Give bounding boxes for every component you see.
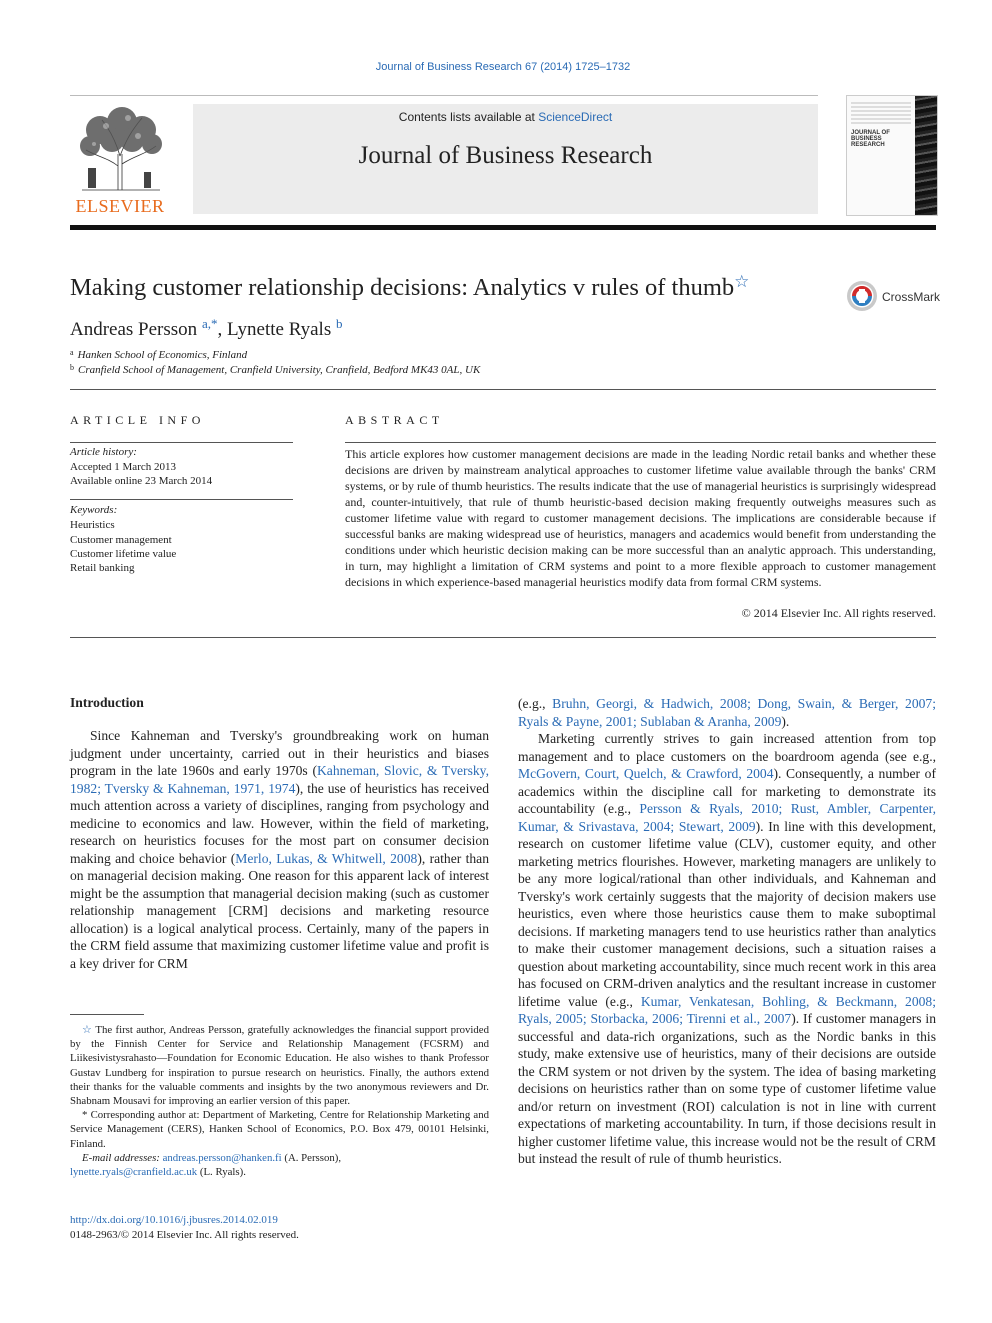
- body-left-column: [70, 695, 489, 972]
- history-accepted: Accepted 1 March 2013: [70, 461, 176, 473]
- crossmark-icon: [846, 280, 878, 312]
- abstract-text: This article explores how customer management decisions are made in the leading Nordic retail banks and whether these decisions are driven by mainstream analytical approaches to customer lifetime value available through the banks' CRM systems, or by rule of thumb heuristics. The results indicate that the use of managerial heuristics is surprisingly widespread and, counter-intuitively, that rule of thumb heuristic-based decision making frequently outweighs measures such as customer lifetime value with regard to customer management decisions. The implications are considerable because if successful banks are making widespread use of heuristics, managers and academics would benefit from understanding the conditions under which heuristic decision making can be more successful than an analytic approach. This understanding, in turn, may highlight a limitation of CRM systems and point to a more flexible approach to customer management decisions in which experience-based managerial heuristics modify data from formal CRM systems.: [345, 447, 936, 589]
- abstract-heading: ABSTRACT: [345, 413, 444, 427]
- divider: [70, 637, 936, 638]
- author-name: Lynette Ryals: [226, 319, 332, 340]
- issn-copyright: 0148-2963/© 2014 Elsevier Inc. All rights reserved.: [70, 1229, 299, 1241]
- body-paragraph: [518, 730, 936, 1168]
- paragraph-text: ), rather than on managerial decision making. One reason for this apparent lack of interest might be the assumption that managerial decision making (such as customer relationship management [CRM] decisions and marketing resource allocation) is a logical analytical process. Certainly, many of the papers in the CRM field assume that maximizing customer lifetime value and profit is a key driver for CRM: [70, 850, 489, 971]
- history-online: Available online 23 March 2014: [70, 475, 213, 487]
- author-affiliation-mark[interactable]: a,: [201, 316, 211, 331]
- footnote-corresponding: * Corresponding author at: Department of Marketing, Centre for Relationship Marketing and Service Management (CERS), Hanken School of Economics, P.O. Box 479, 00101 Helsinki, Finland.: [70, 1109, 489, 1150]
- divider: [345, 442, 936, 443]
- author-affiliation-mark[interactable]: b: [335, 316, 343, 331]
- header-thick-rule: [70, 225, 936, 230]
- footnote-acknowledgement: [70, 1023, 489, 1108]
- journal-cover-image[interactable]: [846, 95, 938, 216]
- divider: [70, 499, 293, 500]
- footnotes: [70, 1023, 489, 1179]
- title-footnote-star[interactable]: ☆: [734, 272, 750, 291]
- affiliation-text: Hanken School of Economics, Finland: [77, 349, 248, 361]
- affiliation-mark: b: [70, 363, 74, 372]
- affiliation-text: Cranfield School of Management, Cranfield University, Cranfield, Bedford MK43 0AL, UK: [78, 364, 481, 376]
- elsevier-logo: [70, 104, 170, 214]
- body-paragraph: [518, 695, 936, 730]
- contents-line: [193, 110, 818, 124]
- citation-link[interactable]: Bruhn, Georgi, & Hadwich, 2008; Dong, Swain, & Berger, 2007; Ryals & Payne, 2001; Sublaban & Aranha, 2009: [518, 696, 936, 729]
- paragraph-text: Since Kahneman and Tversky's groundbreaking work on human judgment under uncertainty, carried out in their heuristics and biases program in the late 1960s and early 1970s (: [70, 728, 489, 778]
- email-link[interactable]: lynette.ryals@cranfield.ac.uk: [70, 1166, 198, 1179]
- paragraph-text: (e.g.,: [518, 696, 553, 711]
- citation-link[interactable]: Merlo, Lukas, & Whitwell, 2008: [235, 850, 418, 866]
- journal-title: Journal of Business Research: [358, 142, 653, 169]
- article-info-heading: ARTICLE INFO: [70, 413, 205, 427]
- email-owner: (A. Persson),: [281, 1151, 342, 1164]
- affiliation: [70, 363, 480, 376]
- section-heading-introduction: Introduction: [70, 695, 144, 710]
- contents-prefix: Contents lists available at: [398, 110, 539, 124]
- article-history-label: Article history:: [70, 446, 137, 458]
- header-divider: [70, 95, 818, 96]
- abstract-copyright: © 2014 Elsevier Inc. All rights reserved.: [741, 606, 936, 620]
- paragraph-text: ). If customer managers in successful and data-rich organizations, such as the Nordic banks in this study, make extensive use of heuristics, many of their decisions are outside the CRM system or not driven by the system. The idea of basing marketing decisions on heuristics rather than on some type of customer lifetime value and/or return on investment (ROI) calculation is not in line with current expectations of marketing accountability. In turn, if those decisions result in higher customer lifetime value, this increase would not be the result of CRM but instead the result of rule of thumb heuristics.: [518, 1011, 937, 1166]
- paragraph-text: ).: [781, 713, 790, 729]
- keyword: Customer lifetime value: [70, 548, 177, 560]
- author-list: [70, 316, 342, 341]
- footnote-rule: [70, 1014, 144, 1015]
- crossmark-label: CrossMark: [882, 290, 941, 304]
- citation-link[interactable]: Kumar, Venkatesan, Bohling, & Beckmann, 2008; Ryals, 2005; Storbacka, 2006; Tirenni et al., 2007: [518, 993, 936, 1026]
- email-link[interactable]: andreas.persson@hanken.fi: [162, 1151, 282, 1164]
- elsevier-wordmark: ELSEVIER: [75, 196, 165, 216]
- keyword: Retail banking: [70, 562, 135, 574]
- divider: [70, 389, 936, 390]
- journal-header-band: [193, 104, 818, 214]
- article-title: [70, 272, 749, 302]
- citation-link[interactable]: Persson & Ryals, 2010; Rust, Ambler, Carpenter, Kumar, & Srivastava, 2004; Stewart, 2009: [518, 801, 936, 834]
- author-separator: ,: [217, 319, 227, 340]
- author-name: Andreas Persson: [70, 319, 198, 340]
- paragraph-text: Marketing currently strives to gain increased attention from top management and to place customers on the boardroom agenda (see e.g.,: [518, 731, 936, 764]
- body-paragraph: [70, 727, 489, 972]
- keyword: Heuristics: [70, 519, 115, 531]
- footnote-star: ☆: [82, 1024, 93, 1036]
- email-label: E-mail addresses:: [82, 1151, 163, 1164]
- doi-link[interactable]: http://dx.doi.org/10.1016/j.jbusres.2014.02.019: [70, 1214, 278, 1226]
- keywords-label: Keywords:: [70, 504, 118, 516]
- citation-link[interactable]: McGovern, Court, Quelch, & Crawford, 2004: [518, 766, 774, 781]
- crossmark-badge[interactable]: [846, 280, 946, 316]
- corresponding-author-mark[interactable]: *: [210, 316, 218, 331]
- citation-link[interactable]: Kahneman, Slovic, & Tversky, 1982; Tversky & Kahneman, 1971, 1974: [70, 763, 489, 796]
- divider: [70, 442, 293, 443]
- cover-graphic: [851, 102, 911, 124]
- footnote-text: The first author, Andreas Persson, gratefully acknowledges the financial support provided by the Finnish Center for Service and Relationship Management (FCSRM) and Liikesivistysrahasto—Foundation for Economic Education. He also wishes to thank Professor Gustav Lundberg for inspiration to pursue research on heuristics. Finally, the authors extend their thanks for the valuable comments and insights by the two anonymous reviewers and Dr. Shabnam Mousavi for improving an earlier version of this paper.: [70, 1024, 489, 1108]
- paragraph-text: ). In line with this development, research on customer lifetime value (CLV), customer equity, and other marketing metrics flourishes. However, marketing managers are unlikely to be any more logical/rational than other individuals, and Kahneman and Tversky's work certainly suggests that the majority of decision makers use heuristics, even where those heuristics cause them to make suboptimal decisions. If marketing managers tend to use heuristics rather than analytics to make their customer management decisions, such a situation raises a question about marketing accountability, since much recent work in this area has focused on CRM-driven analytics and the resultant increase in customer lifetime value (e.g.,: [518, 818, 936, 1009]
- affiliation: [70, 348, 247, 361]
- elsevier-tree-icon: [72, 106, 168, 192]
- sciencedirect-link[interactable]: ScienceDirect: [538, 110, 613, 124]
- keyword: Customer management: [70, 534, 172, 546]
- affiliation-mark: a: [70, 348, 74, 357]
- journal-citation[interactable]: Journal of Business Research 67 (2014) 1725–1732: [375, 61, 631, 73]
- cover-title: JOURNAL OF BUSINESS RESEARCH: [851, 130, 890, 148]
- cover-stripe: [915, 96, 937, 215]
- footnote-emails: [70, 1151, 489, 1165]
- paragraph-text: ), the use of heuristics has received much attention across a variety of disciplines, ranging from psychology and medicine to economics and law. However, within the field of marketing, research on heuristics focuses for the most part on consumer decision making and choice behavior (: [70, 780, 489, 866]
- paragraph-text: ). Consequently, a number of academics within the discipline call for marketing to demonstrate its accountability (e.g.,: [518, 766, 936, 816]
- footnote-emails-cont: [70, 1165, 489, 1179]
- email-owner: (L. Ryals).: [197, 1166, 246, 1179]
- article-title-text: Making customer relationship decisions: Analytics v rules of thumb: [70, 274, 735, 301]
- body-right-column: [518, 695, 936, 1168]
